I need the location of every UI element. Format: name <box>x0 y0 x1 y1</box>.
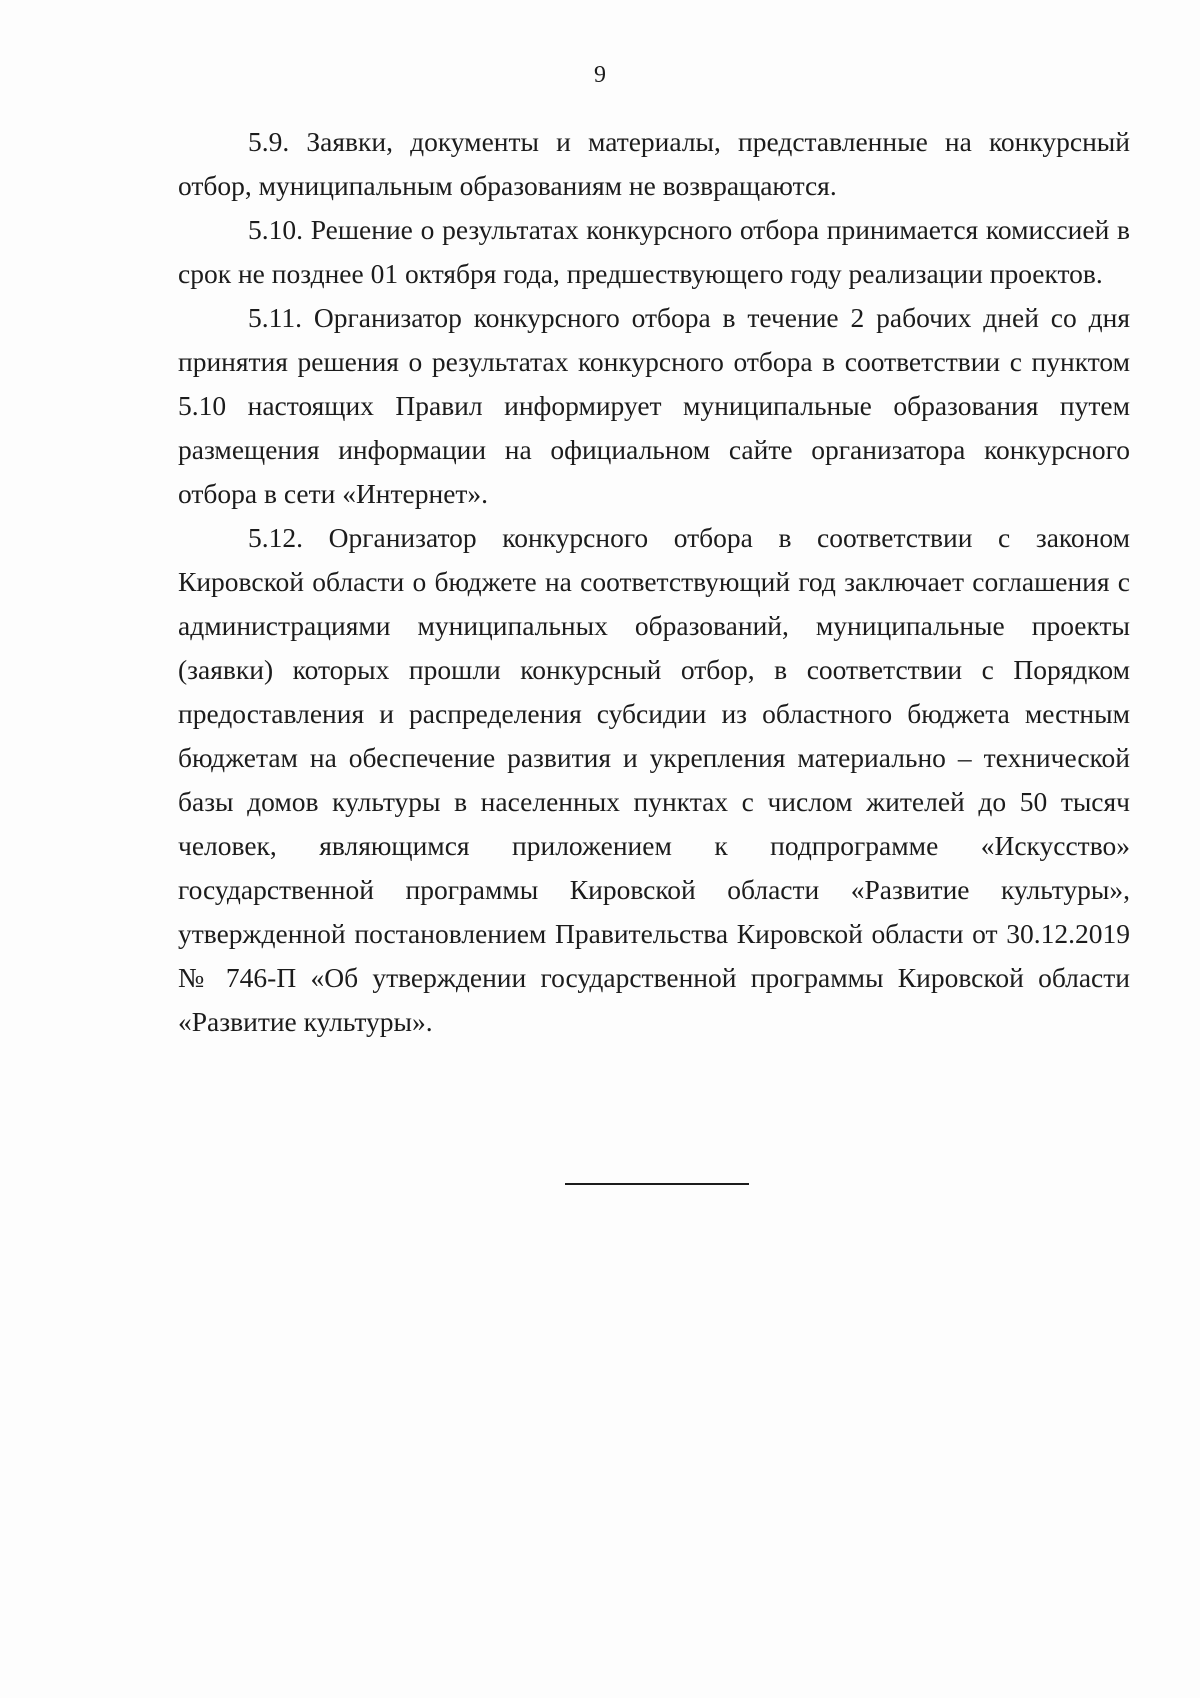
paragraph-5-11: 5.11. Организатор конкурсного отбора в течение 2 рабочих дней со дня принятия решения о результатах конкурсного отбора в соответствии с пунктом 5.10 настоящих Правил информирует муниципальные образования путем размещения информации на официальном сайте организатора конкурсного отбора в сети «Интернет». <box>178 302 1130 509</box>
paragraph-5-10: 5.10. Решение о результатах конкурсного отбора принимается комиссией в срок не позднее 01 октября года, предшествующего году реализации проектов. <box>178 214 1130 289</box>
end-separator-line <box>565 1183 749 1185</box>
page-number: 9 <box>594 62 606 88</box>
document-body <box>178 120 1130 1044</box>
paragraph-5-9: 5.9. Заявки, документы и материалы, представленные на конкурсный отбор, муниципальным образованиям не возвращаются. <box>178 126 1130 201</box>
paragraph-5-12: 5.12. Организатор конкурсного отбора в соответствии с законом Кировской области о бюджете на соответствующий год заключает соглашения с администрациями муниципальных образований, муниципальные проекты (заявки) которых прошли конкурсный отбор, в соответствии с Порядком предоставления и распределения субсидии из областного бюджета местным бюджетам на обеспечение развития и укрепления материально – технической базы домов культуры в населенных пунктах с числом жителей до 50 тысяч человек, являющимся приложением к подпрограмме «Искусство» государственной программы Кировской области «Развитие культуры», утвержденной постановлением Правительства Кировской области от 30.12.2019 № 746-П «Об утверждении государственной программы Кировской области «Развитие культуры». <box>178 522 1130 1037</box>
